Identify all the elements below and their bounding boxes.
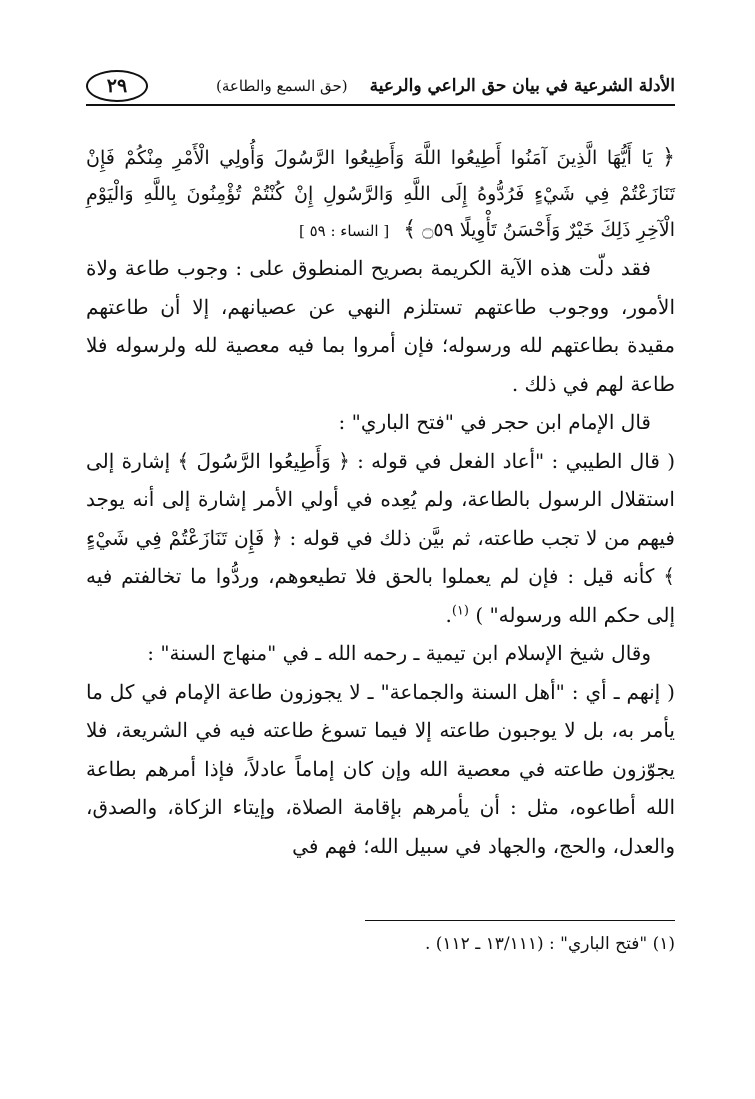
paragraph-4: وقال شيخ الإسلام ابن تيمية ـ رحمه الله ـ في "منهاج السنة" :	[147, 641, 651, 665]
verse-close-bracket: ﴾	[403, 217, 417, 242]
chapter-title: (حق السمع والطاعة)	[216, 77, 348, 95]
footnote-divider	[365, 920, 675, 921]
paragraph-3: ( قال الطيبي : "أعاد الفعل في قوله : ﴿ وَأَطِيعُوا الرَّسُولَ ﴾ إشارة إلى استقلال الرسول بالطاعة، ولم يُعِده في أولي الأمر إشارة إلى أنه يوجد فيهم من لا تجب طاعته، ثم بيَّن ذلك في قوله : ﴿ فَإِن تَنَازَعْتُمْ فِي شَيْءٍ ﴾ كأنه قيل : فإن لم يعملوا بالحق فلا تطيعوهم، وردُّوا ما تخالفتم فيه إلى حكم الله ورسوله" ) $^{(١)}$.	[86, 448, 675, 627]
footnote-marker: (١)	[451, 602, 469, 618]
paragraph-2: قال الإمام ابن حجر في "فتح الباري" :	[338, 410, 651, 434]
verse-text: يَا أَيُّهَا الَّذِينَ آمَنُوا أَطِيعُوا اللَّهَ وَأَطِيعُوا الرَّسُولَ وَأُولِي الْأَمْرِ مِنْكُمْ فَإِنْ تَنَازَعْتُمْ فِي شَيْءٍ فَرُدُّوهُ إِلَى اللَّهِ وَالرَّسُولِ إِنْ كُنْتُمْ تُؤْمِنُونَ بِاللَّهِ وَالْيَوْمِ الْآخِرِ ذَلِكَ خَيْرٌ وَأَحْسَنُ تَأْوِيلًا	[86, 147, 675, 241]
book-title: الأدلة الشرعية في بيان حق الراعي والرعية	[369, 76, 675, 96]
page-number: ٢٩	[86, 70, 148, 102]
verse-open-bracket: ﴿	[662, 145, 675, 170]
footnote: (١) "فتح الباري" : (١٣/١١١ ـ ١١٢) .	[424, 934, 675, 954]
paragraph-1: فقد دلّت هذه الآية الكريمة بصريح المنطوق على : وجوب طاعة ولاة الأمور، ووجوب طاعتهم تستلزم النهي عن عصيانهم، إلا أن طاعتهم مقيدة بطاعتهم لله ورسوله؛ فإن أمروا بما فيه معصية لله ولرسوله فلا طاعة لهم في ذلك .	[86, 256, 675, 396]
quran-verse	[86, 140, 675, 249]
paragraph-5: ( إنهم ـ أي : "أهل السنة والجماعة" ـ لا يجوزون طاعة الإمام في كل ما يأمر به، بل لا يوجبون طاعته إلا فيما تسوغ طاعته فيه في الشريعة، فلا يجوّزون طاعته في معصية الله وإن كان إماماً عادلاً، فإذا أمرهم بطاعة الله أطاعوه، مثل : أن يأمرهم بإقامة الصلاة، وإيتاء الزكاة، والصدق، والعدل، والحج، والجهاد في سبيل الله؛ فهم في	[86, 679, 675, 858]
page-body	[86, 140, 675, 865]
ayah-number-mark: ۝٥٩	[422, 219, 454, 241]
tibi-quote: ( قال الطيبي : "أعاد الفعل في قوله : ﴿ وَأَطِيعُوا الرَّسُولَ ﴾ إشارة إلى استقلال الرسول بالطاعة، ولم يُعِده في أولي الأمر إشارة إلى أنه يوجد فيهم من لا تجب طاعته، ثم بيَّن ذلك في قوله : ﴿ فَإِن تَنَازَعْتُمْ فِي شَيْءٍ ﴾ كأنه قيل : فإن لم يعملوا بالحق فلا تطيعوهم، وردُّوا ما تخالفتم فيه إلى حكم الله ورسوله" )	[86, 448, 675, 627]
verse-reference: [ النساء : ٥٩ ]	[298, 222, 390, 240]
page-header	[86, 68, 675, 106]
